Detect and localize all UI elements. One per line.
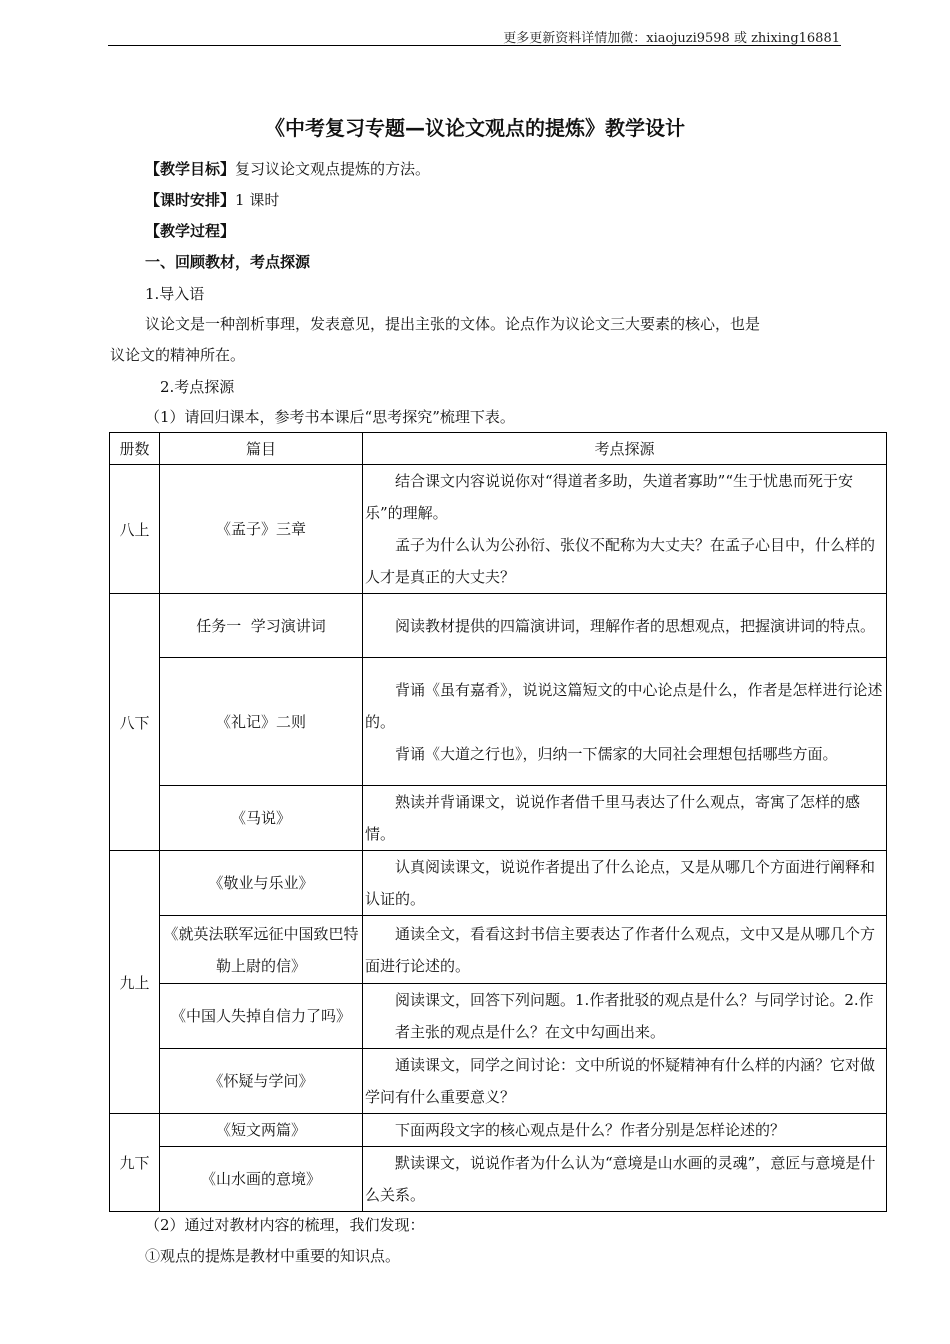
- goal-label: 【教学目标】: [145, 160, 236, 178]
- title-cell: 《马说》: [160, 786, 363, 851]
- table-row: [110, 658, 887, 786]
- exam-point: 阅读课文，回答下列问题。1.作者批驳的观点是什么？与同学讨论。2.作者主张的观点是什么？在文中勾画出来。: [395, 991, 874, 1041]
- grade-cell: 八下: [110, 594, 160, 851]
- table-row: [110, 594, 887, 658]
- period-line: [145, 189, 279, 210]
- intro-paragraph-line2: 议论文的精神所在。: [110, 346, 246, 364]
- exam-point: 熟读并背诵课文，说说作者借千里马表达了什么观点，寄寓了怎样的感情。: [365, 793, 861, 843]
- exam-cell: [363, 1147, 887, 1212]
- exam-point: 通读课文，同学之间讨论：文中所说的怀疑精神有什么样的内涵？它对做学问有什么重要意义？: [365, 1056, 876, 1106]
- exam-cell: [363, 594, 887, 658]
- table-row: [110, 1147, 887, 1212]
- grade-cell: 八上: [110, 465, 160, 594]
- title-cell: 《怀疑与学问》: [160, 1049, 363, 1114]
- exam-source-table: [109, 432, 887, 1212]
- table-row: [110, 984, 887, 1049]
- title-cell: 《中国人失掉自信力了吗》: [160, 984, 363, 1049]
- header-note: 更多更新资料详情加微：xiaojuzi9598 或 zhixing16881: [503, 31, 840, 46]
- header-rule: [108, 45, 841, 46]
- intro-paragraph-line1: 议论文是一种剖析事理，发表意见，提出主张的文体。论点作为议论文三大要素的核心，也是: [145, 315, 761, 333]
- exam-point: 认真阅读课文，说说作者提出了什么论点，又是从哪几个方面进行阐释和认证的。: [365, 858, 876, 908]
- title-cell: 《礼记》二则: [160, 658, 363, 786]
- title-cell: 《山水画的意境》: [160, 1147, 363, 1212]
- period-label: 【课时安排】: [145, 191, 236, 209]
- period-text: 1 课时: [235, 191, 280, 209]
- exam-point: 结合课文内容说说你对“得道者多助，失道者寡助”“生于忧患而死于安乐”的理解。: [365, 472, 854, 522]
- table-row: [110, 916, 887, 984]
- finding1-text: ①观点的提炼是教材中重要的知识点。: [145, 1247, 401, 1265]
- exam-cell: [363, 1114, 887, 1147]
- exam-point: 通读全文，看看这封书信主要表达了作者什么观点，文中又是从哪几个方面进行论述的。: [365, 924, 876, 975]
- exam-point: 孟子为什么认为公孙衍、张仪不配称为大丈夫？在孟子心目中，什么样的人才是真正的大丈夫？: [365, 536, 876, 586]
- table-row: [110, 1114, 887, 1147]
- exam-point: 背诵《虽有嘉肴》，说说这篇短文的中心论点是什么，作者是怎样进行论述的。: [365, 680, 883, 731]
- exam-cell: [363, 1049, 887, 1114]
- table-row: [110, 1049, 887, 1114]
- task1-text: （1）请回归课本，参考书本课后“思考探究”梳理下表。: [145, 408, 515, 426]
- table-row: [110, 786, 887, 851]
- exam-cell: [363, 984, 887, 1049]
- grade-cell: 九下: [110, 1114, 160, 1212]
- exam-cell: [363, 658, 887, 786]
- header-grade: 册数: [110, 433, 160, 465]
- exam-cell: [363, 916, 887, 984]
- goal-line: [145, 158, 430, 179]
- goal-text: 复习议论文观点提炼的方法。: [235, 160, 431, 178]
- title-cell: 《敬业与乐业》: [160, 851, 363, 916]
- section1-heading: 一、回顾教材，考点探源: [145, 253, 311, 271]
- intro-label: 1.导入语: [145, 285, 205, 303]
- source-label: 2.考点探源: [160, 378, 235, 396]
- exam-cell: [363, 786, 887, 851]
- table-row: [110, 851, 887, 916]
- exam-point: 默读课文，说说作者为什么认为“意境是山水画的灵魂”，意匠与意境是什么关系。: [365, 1154, 876, 1204]
- grade-cell: 九上: [110, 851, 160, 1114]
- document-title: 《中考复习专题—议论文观点的提炼》教学设计: [265, 116, 685, 140]
- title-cell: 《孟子》三章: [160, 465, 363, 594]
- exam-point: 下面两段文字的核心观点是什么？作者分别是怎样论述的？: [395, 1121, 786, 1139]
- exam-cell: [363, 465, 887, 594]
- exam-point: 背诵《大道之行也》，归纳一下儒家的大同社会理想包括哪些方面。: [395, 744, 838, 763]
- header-title: 篇目: [160, 433, 363, 465]
- task2-text: （2）通过对教材内容的梳理，我们发现：: [145, 1216, 425, 1234]
- header-exam-source: 考点探源: [363, 433, 887, 465]
- table-header-row: [110, 433, 887, 465]
- title-cell: 《就英法联军远征中国致巴特勒上尉的信》: [160, 916, 363, 984]
- title-cell: 《短文两篇》: [160, 1114, 363, 1147]
- process-label: 【教学过程】: [145, 222, 236, 240]
- exam-point: 阅读教材提供的四篇演讲词，理解作者的思想观点，把握演讲词的特点。: [395, 616, 876, 635]
- table-row: [110, 465, 887, 594]
- title-cell: 任务一 学习演讲词: [160, 594, 363, 658]
- exam-cell: [363, 851, 887, 916]
